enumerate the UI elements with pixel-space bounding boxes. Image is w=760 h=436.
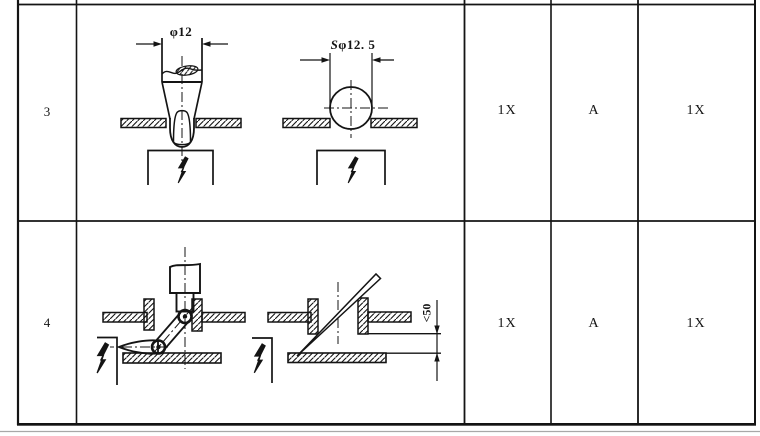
dimension-prefix: S: [330, 37, 339, 52]
hatched-barrier-flange: [192, 299, 202, 331]
hatched-barrier-plate: [121, 119, 166, 128]
lightning-bolt-icon: [178, 157, 188, 183]
hatched-barrier-plate: [268, 313, 311, 323]
hatched-barrier-plate: [202, 313, 245, 323]
lightning-bolt-icon: [254, 344, 265, 373]
centerline: [150, 307, 193, 357]
hatched-barrier-plate: [368, 312, 411, 322]
hatched-barrier-plate: [283, 119, 330, 128]
row-number: 3: [43, 104, 51, 119]
dimension-label-finger: φ12: [169, 24, 193, 39]
cell-value: 1X: [497, 316, 517, 331]
hatched-barrier-plate: [288, 353, 386, 363]
dimension-value: φ12. 5: [338, 37, 376, 52]
angled-rod-diagram: [252, 274, 441, 383]
hatched-barrier-plate: [196, 119, 241, 128]
cell-value: 1X: [497, 103, 517, 118]
lightning-bolt-icon: [97, 343, 108, 373]
test-sphere-diagram: [283, 53, 417, 185]
dimension-label-gap: <50: [419, 303, 434, 323]
cell-value: A: [588, 316, 600, 331]
articulated-finger-diagram: [97, 247, 245, 385]
hatched-barrier-plate: [371, 119, 417, 128]
dimension-label-sphere: [331, 37, 376, 53]
cell-value: 1X: [686, 316, 706, 331]
break-symbol: [175, 65, 198, 77]
hatched-barrier-flange: [308, 299, 318, 334]
hatched-barrier-plate: [123, 353, 221, 363]
lightning-bolt-icon: [348, 157, 358, 183]
hatched-barrier-flange: [144, 299, 154, 330]
row-number: 4: [43, 315, 51, 330]
cell-value: A: [588, 103, 600, 118]
hatched-barrier-plate: [103, 313, 147, 323]
hatched-barrier-flange: [358, 298, 368, 334]
cell-value: 1X: [686, 103, 706, 118]
test-finger-diagram: [121, 38, 241, 185]
